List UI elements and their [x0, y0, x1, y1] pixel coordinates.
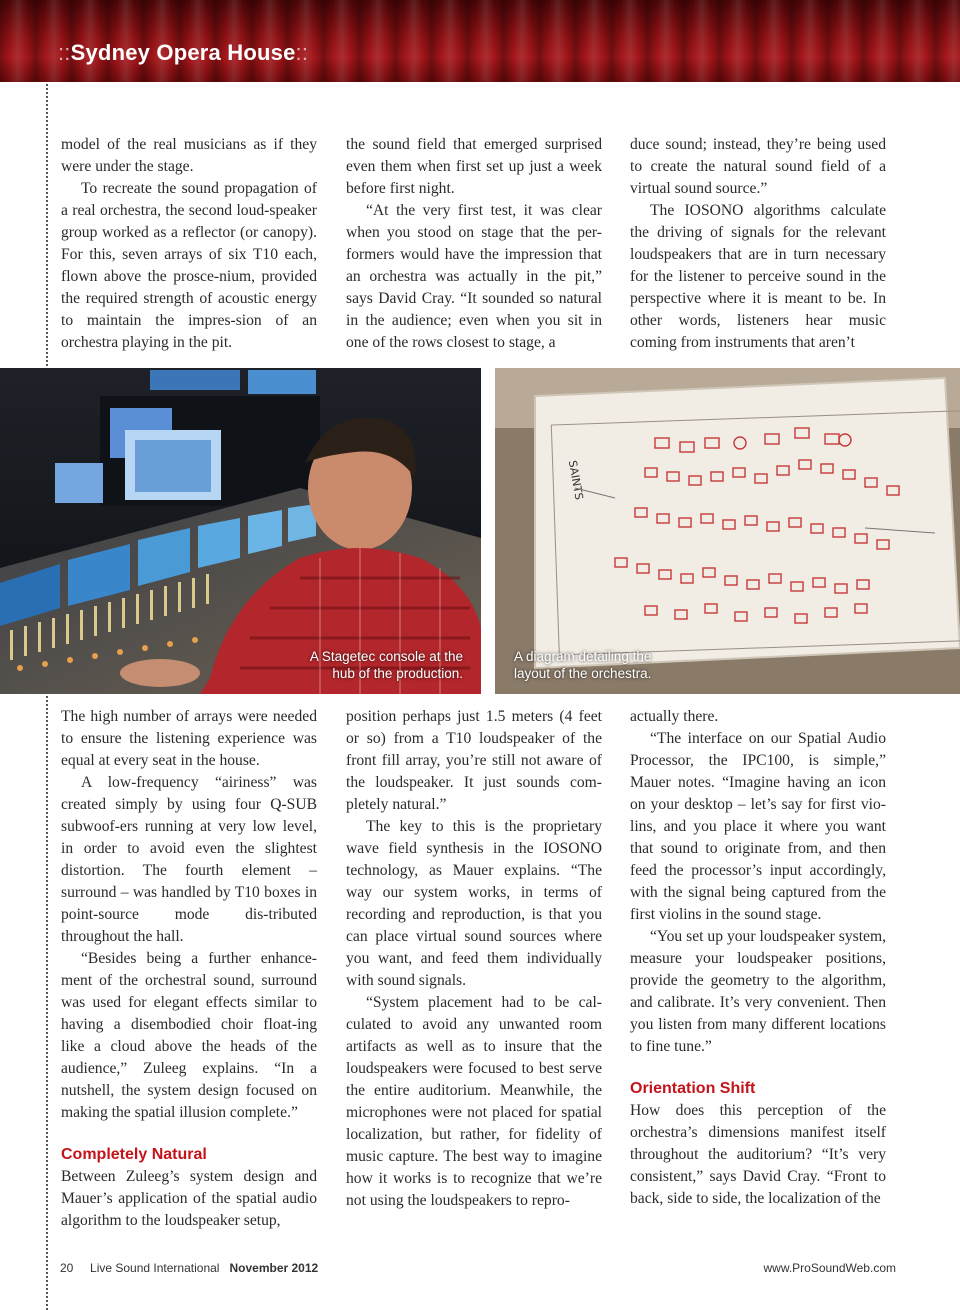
top-column-2	[346, 134, 602, 354]
paragraph: “Besides being a further enhance-ment of the orchestral sound, surround was used for elegant effects similar to having a disembodied choir float-ing like a cloud above the heads of the audience,” Zuleeg explains. “In a nutshell, the system design focused on making the spatial illusion complete.”	[61, 950, 317, 1121]
paragraph: actually there.	[630, 708, 719, 725]
section-title	[58, 40, 308, 66]
subhead-completely-natural: Completely Natural	[61, 1146, 207, 1163]
diagram-photo-caption	[514, 648, 651, 682]
margin-dotted-rule	[46, 84, 48, 1310]
paragraph: duce sound; instead, they’re being used to create the natural sound field of a virtual sound source.”	[630, 136, 886, 197]
bottom-column-3	[630, 706, 886, 1210]
top-column-3	[630, 134, 886, 354]
paragraph: The high number of arrays were needed to ensure the listening experience was equal at every seat in the house.	[61, 708, 317, 769]
page-number: 20	[60, 1261, 74, 1275]
bottom-column-1	[61, 706, 317, 1232]
paragraph: “At the very first test, it was clear when you stood on stage that the per-formers would have the impression that an orchestra was actually in the pit,” says David Cray. “It sounded so natural in the audience; even when you sit in one of the rows closest to stage, a	[346, 202, 602, 351]
bottom-column-2	[346, 706, 602, 1212]
subhead-orientation-shift: Orientation Shift	[630, 1080, 756, 1097]
paragraph: “The interface on our Spatial Audio Processor, the IPC100, is simple,” Mauer notes. “Imagine having an icon on your desktop – let’s say for first vio-lins, and you place it where you want that sound to originate from, and then feed the processor’s input accordingly, with the signal being captured from the first violins in the sound stage.	[630, 730, 886, 923]
website-link[interactable]: www.ProSoundWeb.com	[763, 1261, 896, 1275]
footer-right	[763, 1261, 896, 1275]
paragraph: How does this perception of the orchestra’s dimensions manifest itself throughout the auditorium? “It’s very consistent,” says David Cray. “Front to back, side to side, the localization of the	[630, 1102, 886, 1207]
paragraph: A low-frequency “airiness” was created simply by using four Q-SUB subwoof-ers running at very low level, in order to avoid even the slightest distortion. The fourth element – surround – was handled by T10 boxes in point-source mode dis-tributed throughout the hall.	[61, 774, 317, 945]
title-text: Sydney Opera House	[70, 40, 296, 65]
header-banner	[0, 0, 960, 82]
top-column-1	[61, 134, 317, 354]
svg-text:SAINTS: SAINTS	[565, 459, 586, 501]
caption-line: hub of the production.	[332, 666, 463, 681]
console-photo-caption	[310, 648, 463, 682]
paragraph: The IOSONO algorithms calculate the driving of signals for the relevant loudspeakers that are in turn necessary for the listener to perceive sound in the perspective where it is meant to be. In other words, listeners hear music coming from instruments that aren’t	[630, 202, 886, 351]
paragraph: “System placement had to be cal-culated to avoid any unwanted room artifacts as well as to insure that the loudspeakers were focused to best serve the entire auditorium. Meanwhile, the microphones were not placed for spatial localization, but rather, for fidelity of music capture. The best way to imagine how it works is to recognize that we’re not using the loudspeakers to repro-	[346, 994, 602, 1209]
console-illustration	[0, 368, 481, 694]
footer-left	[60, 1261, 318, 1275]
caption-line: A diagram detailing the	[514, 649, 652, 664]
paragraph: model of the real musicians as if they were under the stage.	[61, 136, 317, 175]
caption-line: layout of the orchestra.	[514, 666, 652, 681]
paragraph: position perhaps just 1.5 meters (4 feet or so) from a T10 loudspeaker of the front fill array, you’re still not aware of the loudspeaker. It just sounds com-pletely natural.”	[346, 708, 602, 813]
console-photo	[0, 368, 481, 694]
issue-date: November 2012	[229, 1261, 319, 1275]
orchestra-diagram-illustration	[495, 368, 960, 694]
title-suffix: ::	[295, 40, 309, 65]
paragraph: To recreate the sound propagation of a real orchestra, the second loud-speaker group worked as a reflector (or canopy). For this, seven arrays of six T10 each, flown above the prosce-nium, provided the required strength of acoustic energy to maintain the impres-sion of an orchestra playing in the pit.	[61, 180, 317, 351]
caption-line: A Stagetec console at the	[309, 649, 463, 664]
paragraph: the sound field that emerged surprised even them when first set up just a week before first night.	[346, 136, 602, 197]
diagram-photo	[495, 368, 960, 694]
magazine-name: Live Sound International	[90, 1261, 220, 1275]
paragraph: “You set up your loudspeaker system, measure your loudspeaker positions, provide the geometry to the algorithm, and calibrate. It’s very convenient. Then you listen from many different locations to fine tune.”	[630, 928, 886, 1055]
paragraph: The key to this is the proprietary wave field synthesis in the IOSONO technology, as Mauer explains. “The way our system works, in terms of recording and reproduction, is that you can place virtual sound sources where you want, and feed them individually with sound signals.	[346, 818, 602, 989]
paragraph: Between Zuleeg’s system design and Mauer’s application of the spatial audio algorithm to the loudspeaker setup,	[61, 1168, 317, 1229]
title-prefix: ::	[58, 40, 71, 65]
